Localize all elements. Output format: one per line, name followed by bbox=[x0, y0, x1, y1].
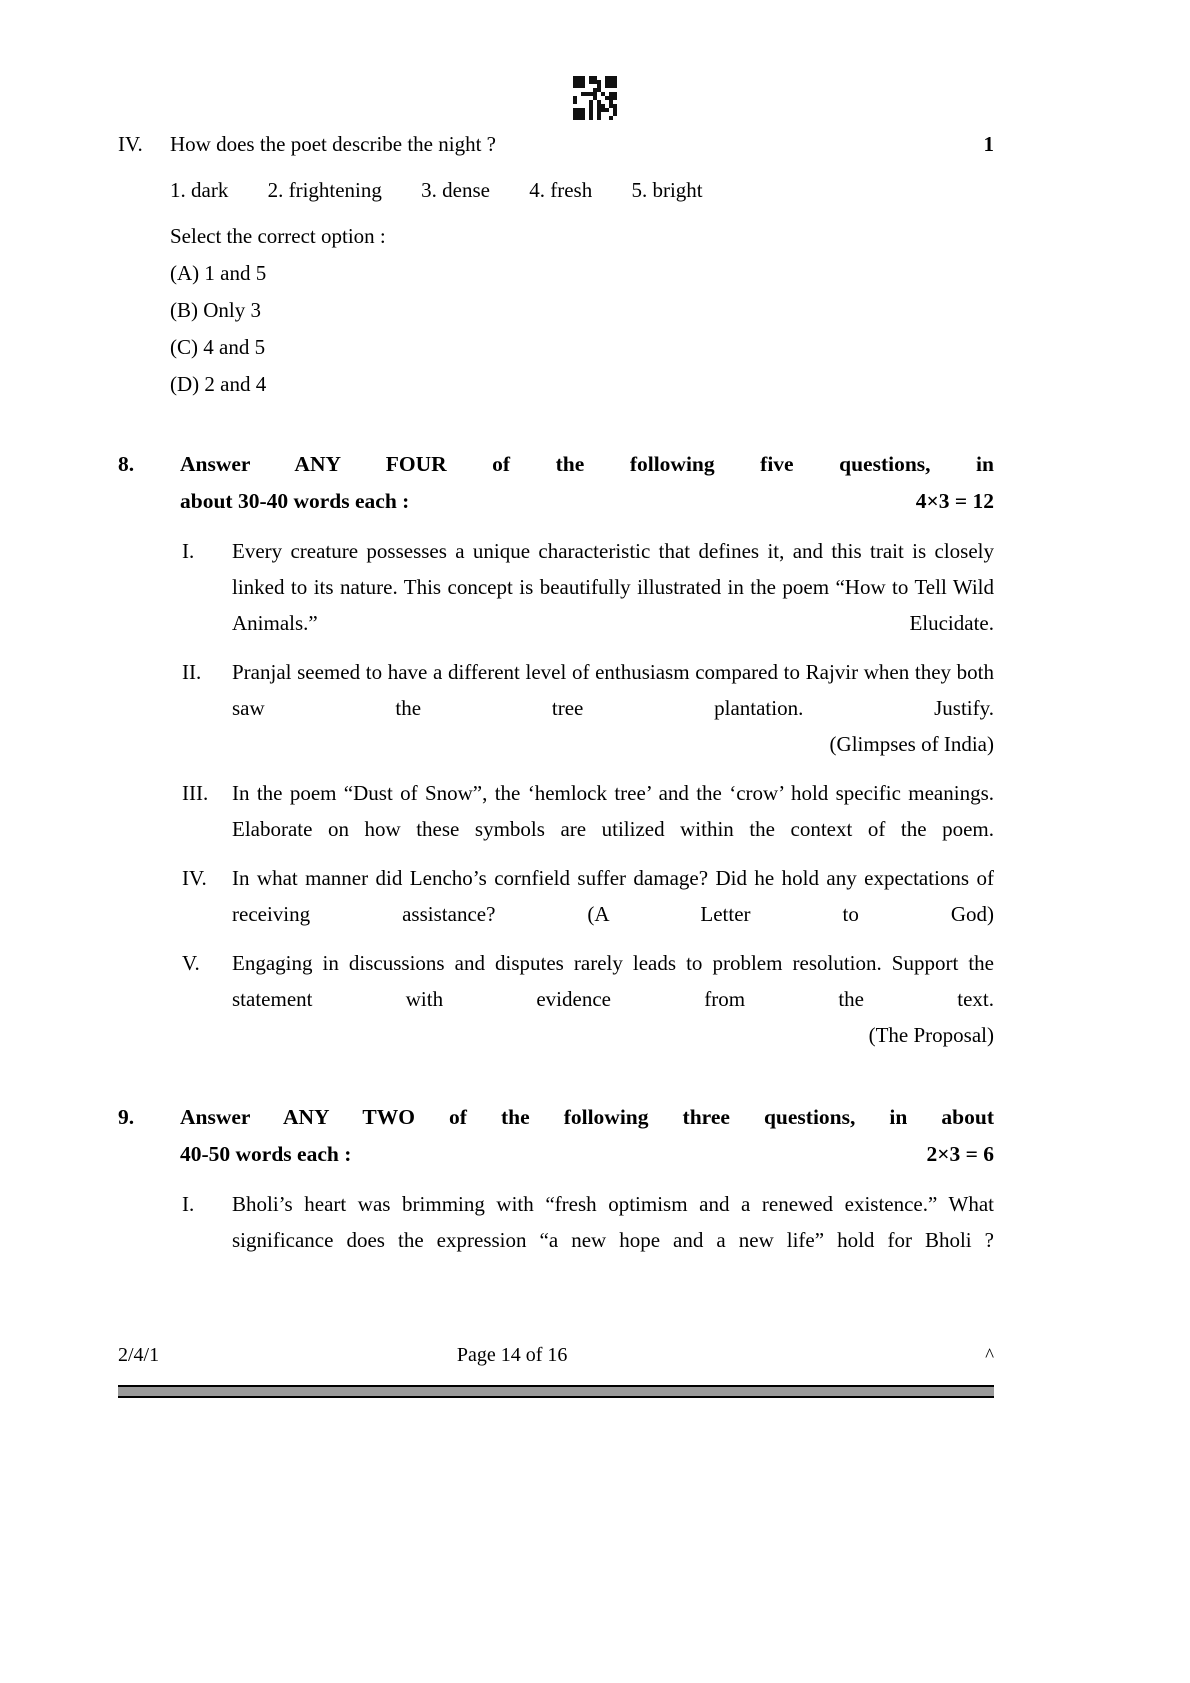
item-iv-question-text: How does the poet describe the night ? bbox=[170, 132, 496, 156]
item-text: Engaging in discussions and disputes rarely leads to problem resolution. Support the statement with evidence from the text. bbox=[232, 951, 994, 1011]
question-8-item bbox=[180, 654, 994, 762]
question-8-item bbox=[180, 775, 994, 847]
item-number: IV. bbox=[182, 866, 207, 890]
inline-option-2: 2. frightening bbox=[267, 178, 382, 202]
question-8-heading-line-1: Answer ANY FOUR of the following five questions, in bbox=[180, 452, 994, 476]
question-8-heading-text-2: about 30-40 words each : bbox=[180, 489, 410, 513]
question-8-marks: 4×3 = 12 bbox=[915, 489, 994, 513]
page-number: Page 14 of 16 bbox=[456, 1344, 568, 1366]
question-8-item bbox=[180, 860, 994, 932]
inline-option-4: 4. fresh bbox=[529, 178, 593, 202]
item-text: Pranjal seemed to have a different level of enthusiasm compared to Rajvir when they both saw the tree plantation. Justify. bbox=[232, 660, 994, 720]
paper-code: 2/4/1 bbox=[118, 1344, 160, 1366]
item-number: II. bbox=[182, 660, 202, 684]
qr-code-container bbox=[0, 76, 1190, 120]
footer-mark: ^ bbox=[985, 1345, 994, 1366]
footer-rule bbox=[118, 1385, 994, 1398]
item-number: I. bbox=[182, 1192, 195, 1216]
question-8-heading-line-2 bbox=[180, 483, 994, 520]
page-content bbox=[118, 126, 994, 1258]
qr-code-icon bbox=[573, 76, 617, 120]
question-8-item bbox=[180, 945, 994, 1053]
item-iv-marks: 1 bbox=[983, 132, 994, 156]
inline-option-5: 5. bright bbox=[631, 178, 703, 202]
item-source: (Glimpses of India) bbox=[829, 732, 994, 756]
inline-option-3: 3. dense bbox=[421, 178, 490, 202]
choice-b: (B) Only 3 bbox=[170, 298, 261, 322]
choice-d: (D) 2 and 4 bbox=[170, 372, 267, 396]
item-text: In what manner did Lencho’s cornfield suffer damage? Did he hold any expectations of receiving assistance? (A Letter to God) bbox=[232, 866, 994, 926]
question-8 bbox=[118, 446, 994, 1053]
choice-a: (A) 1 and 5 bbox=[170, 261, 267, 285]
item-number: V. bbox=[182, 951, 200, 975]
item-text: Every creature possesses a unique characteristic that defines it, and this trait is closely linked to its nature. This concept is beautifully illustrated in the poem “How to Tell Wild Animals.” Elucidate. bbox=[232, 539, 994, 635]
choice-c: (C) 4 and 5 bbox=[170, 335, 266, 359]
footer-rule-bar bbox=[118, 1385, 994, 1398]
item-source: (The Proposal) bbox=[868, 1023, 994, 1047]
question-9-heading-text-2: 40-50 words each : bbox=[180, 1142, 352, 1166]
item-iv-question-row bbox=[170, 126, 994, 162]
inline-option-1: 1. dark bbox=[170, 178, 229, 202]
page-footer bbox=[118, 1344, 994, 1367]
question-9-number: 9. bbox=[118, 1105, 135, 1129]
question-9-heading-line-1: Answer ANY TWO of the following three questions, in about bbox=[180, 1105, 994, 1129]
question-9-item bbox=[180, 1186, 994, 1258]
question-9 bbox=[118, 1099, 994, 1258]
item-number: III. bbox=[182, 781, 209, 805]
question-9-heading-line-2 bbox=[180, 1136, 994, 1173]
question-9-marks: 2×3 = 6 bbox=[926, 1142, 994, 1166]
item-number: I. bbox=[182, 539, 195, 563]
question-8-item bbox=[180, 533, 994, 641]
question-8-number: 8. bbox=[118, 452, 135, 476]
item-text: Bholi’s heart was brimming with “fresh optimism and a renewed existence.” What significance does the expression “a new hope and a new life” hold for Bholi ? bbox=[232, 1192, 994, 1252]
select-option-instruction: Select the correct option : bbox=[170, 224, 386, 248]
item-text: In the poem “Dust of Snow”, the ‘hemlock tree’ and the ‘crow’ hold specific meanings. Elaborate on how these symbols are utilized within the context of the poem. bbox=[232, 781, 994, 841]
item-iv-number: IV. bbox=[118, 132, 143, 156]
item-iv-inline-options bbox=[170, 172, 994, 208]
continued-question-item-iv bbox=[118, 126, 994, 402]
